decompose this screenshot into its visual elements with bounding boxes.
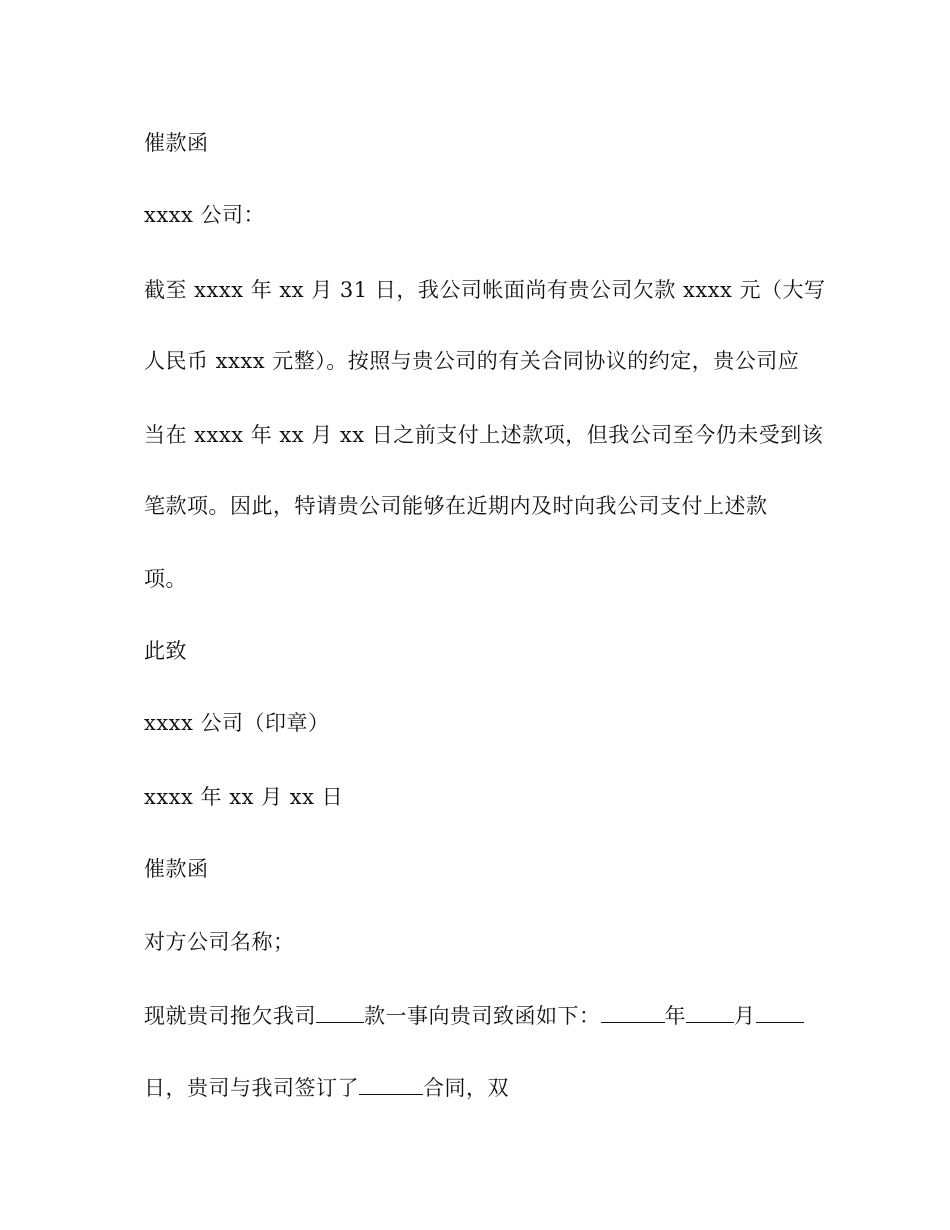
- letter1-closing: 此致: [144, 639, 187, 663]
- letter2-recipient: 对方公司名称；: [144, 930, 295, 954]
- blank-field: [316, 1000, 364, 1023]
- letter1-title: 催款函: [144, 131, 209, 155]
- letter1-body-line-5: 项。: [144, 567, 187, 591]
- blank-field: [359, 1072, 423, 1095]
- letter2-line1-text-3: 年: [664, 1004, 686, 1028]
- blank-field: [686, 1000, 734, 1023]
- letter1-body-line-4: 笔款项。因此，特请贵公司能够在近期内及时向我公司支付上述款: [144, 494, 768, 518]
- blank-field: [601, 1000, 665, 1023]
- letter2-body-line-1: [144, 1000, 804, 1031]
- letter2-line1-text-2: 款一事向贵司致函如下：: [364, 1004, 601, 1028]
- letter1-recipient: xxxx 公司：: [144, 203, 266, 227]
- letter2-body-line-2: [144, 1072, 509, 1103]
- letter2-title: 催款函: [144, 857, 209, 881]
- letter2-line2-text-2: 合同，双: [423, 1076, 509, 1100]
- letter2-line2-text-1: 日，贵司与我司签订了: [144, 1076, 359, 1100]
- blank-field: [756, 1000, 804, 1023]
- letter2-line1-text-1: 现就贵司拖欠我司: [144, 1004, 316, 1028]
- letter1-signature: xxxx 公司（印章）: [144, 711, 330, 735]
- letter1-body-line-2: 人民币 xxxx 元整）。按照与贵公司的有关合同协议的约定，贵公司应: [144, 349, 800, 373]
- letter1-body-line-3: 当在 xxxx 年 xx 月 xx 日之前支付上述款项，但我公司至今仍未受到该: [144, 423, 824, 447]
- letter1-body-line-1: 截至 xxxx 年 xx 月 31 日，我公司帐面尚有贵公司欠款 xxxx 元（大写: [144, 278, 826, 302]
- letter2-line1-text-4: 月: [734, 1004, 756, 1028]
- letter1-date: xxxx 年 xx 月 xx 日: [144, 785, 344, 809]
